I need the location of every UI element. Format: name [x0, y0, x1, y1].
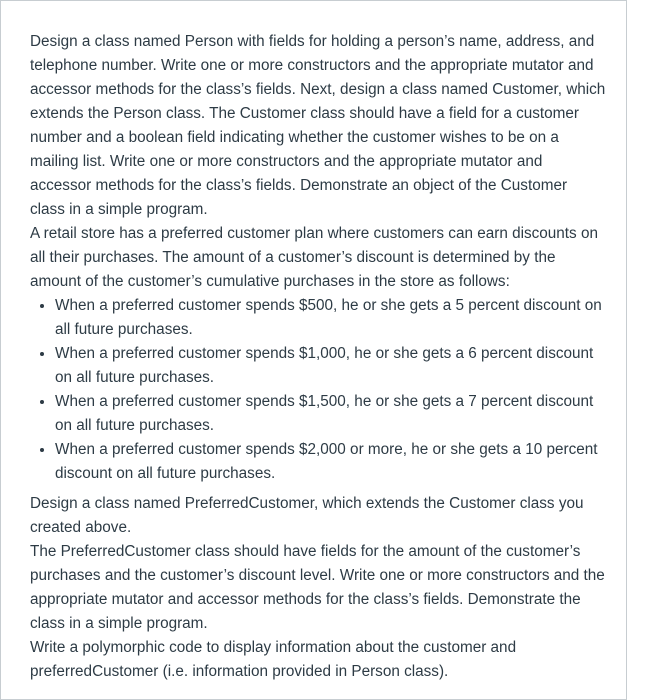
paragraph-preferred-customer: Design a class named PreferredCustomer, which extends the Customer class you created above.: [30, 495, 584, 536]
list-item: • When a preferred customer spends $1,000, he or she gets a 6 percent discount on all future purchases.: [55, 342, 606, 390]
paragraph-preferred-fields: The PreferredCustomer class should have fields for the amount of the customer’s purchases and the customer’s discount level. Write one or more constructors and the appropriate mutator and accessor methods for the class’s fields. Demonstrate the class in a simple program.: [30, 543, 605, 632]
paragraph-retail-store: A retail store has a preferred customer plan where customers can earn discounts on all their purchases. The amount of a customer’s discount is determined by the amount of the customer’s cumulative purchases in the store as follows:: [30, 225, 598, 290]
question-text: [30, 30, 606, 684]
list-item: • When a preferred customer spends $1,500, he or she gets a 7 percent discount on all future purchases.: [55, 390, 606, 438]
list-item: • When a preferred customer spends $2,000 or more, he or she gets a 10 percent discount on all future purchases.: [55, 438, 606, 486]
paragraph-polymorphic: Write a polymorphic code to display information about the customer and preferredCustomer (i.e. information provided in Person class).: [30, 639, 517, 680]
discount-list: [30, 294, 606, 486]
paragraph-person-customer: Design a class named Person with fields for holding a person’s name, address, and telephone number. Write one or more constructors and the appropriate mutator and accessor methods for the class’s fields. Next, design a class named Customer, which extends the Person class. The Customer class should have a field for a customer number and a boolean field indicating whether the customer wishes to be on a mailing list. Write one or more constructors and the appropriate mutator and accessor methods for the class’s fields. Demonstrate an object of the Customer class in a simple program.: [30, 33, 606, 218]
list-item: • When a preferred customer spends $500, he or she gets a 5 percent discount on all future purchases.: [55, 294, 606, 342]
